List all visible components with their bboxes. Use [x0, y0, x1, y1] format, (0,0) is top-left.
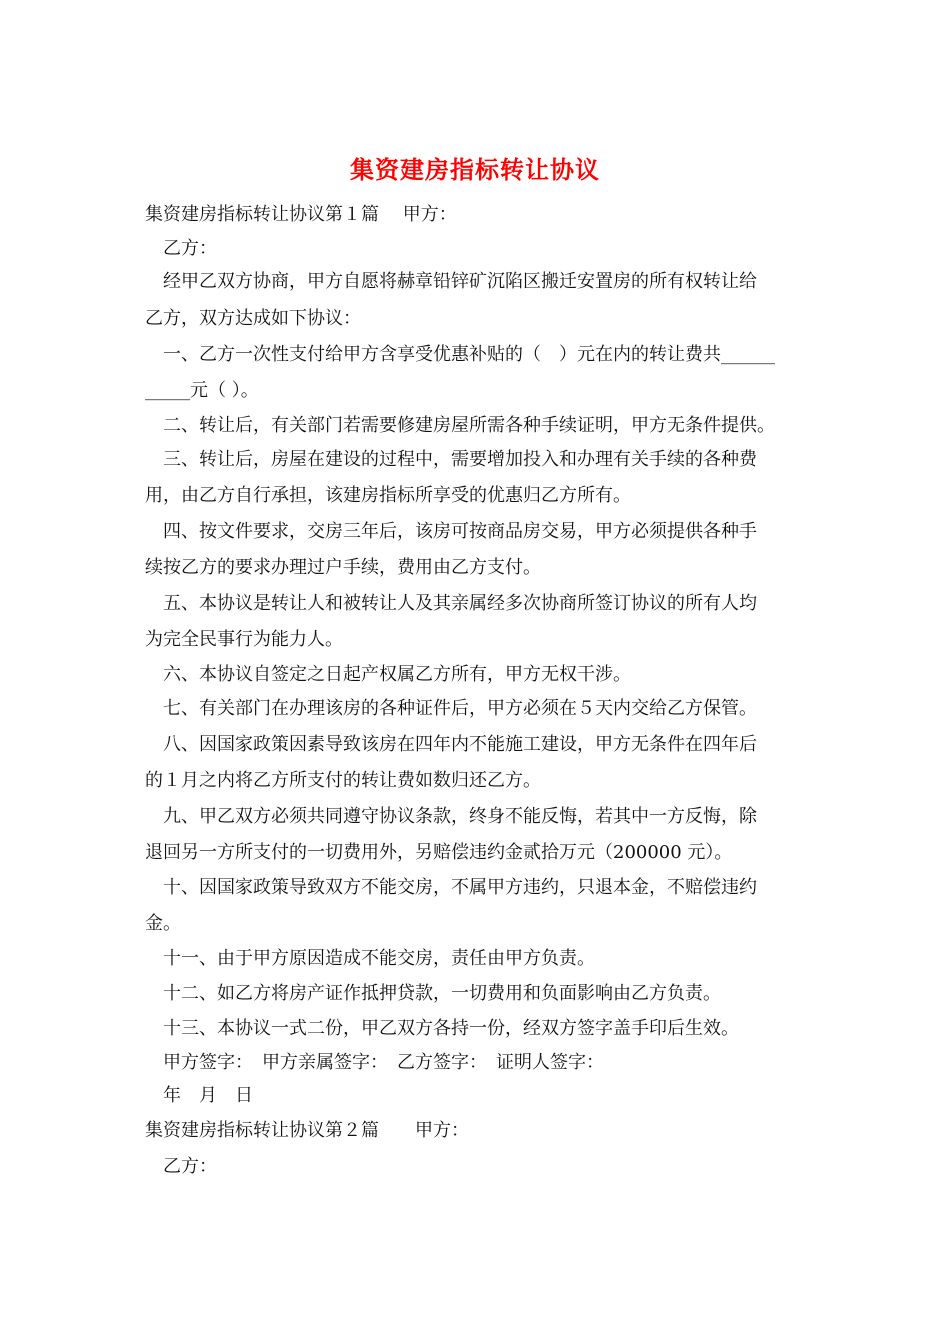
text-line: 五、本协议是转让人和被转让人及其亲属经多次协商所签订协议的所有人均 — [145, 593, 757, 614]
signature-line: 甲方签字： 甲方亲属签字： 乙方签字： 证明人签字： — [145, 1052, 604, 1073]
text-line: 续按乙方的要求办理过户手续，费用由乙方支付。 — [145, 557, 541, 578]
text-line: 金。 — [145, 913, 181, 934]
text-line: 七、有关部门在办理该房的各种证件后，甲方必须在５天内交给乙方保管。 — [145, 698, 757, 719]
text-line: 集资建房指标转让协议第２篇 甲方： — [145, 1120, 469, 1141]
text-line: 四、按文件要求，交房三年后，该房可按商品房交易，甲方必须提供各种手 — [145, 521, 757, 542]
text-line: 八、因国家政策因素导致该房在四年内不能施工建设，甲方无条件在四年后 — [145, 734, 757, 755]
text-line: 十三、本协议一式二份，甲乙双方各持一份，经双方签字盖手印后生效。 — [145, 1018, 739, 1039]
text-line: 用，由乙方自行承担，该建房指标所享受的优惠归乙方所有。 — [145, 485, 631, 506]
text-line: 经甲乙双方协商，甲方自愿将赫章铅锌矿沉陷区搬迁安置房的所有权转让给 — [145, 271, 757, 292]
text-line: 乙方： — [145, 238, 217, 259]
text-line: 乙方，双方达成如下协议： — [145, 308, 361, 329]
date-line: 年 月 日 — [145, 1085, 253, 1106]
document-title: 集资建房指标转让协议 — [350, 155, 600, 184]
text-line: 十一、由于甲方原因造成不能交房，责任由甲方负责。 — [145, 948, 595, 969]
text-line: 为完全民事行为能力人。 — [145, 629, 343, 650]
text-line: 集资建房指标转让协议第１篇 甲方： — [145, 204, 457, 225]
text-line: _____元（ ）。 — [145, 380, 259, 401]
text-line: 一、乙方一次性支付给甲方含享受优惠补贴的（ ）元在内的转让费共______ — [145, 344, 775, 365]
text-line: 九、甲乙双方必须共同遵守协议条款，终身不能反悔，若其中一方反悔，除 — [145, 806, 757, 827]
text-line: 六、本协议自签定之日起产权属乙方所有，甲方无权干涉。 — [145, 664, 631, 685]
text-line: 十、因国家政策导致双方不能交房，不属甲方违约，只退本金，不赔偿违约 — [145, 877, 757, 898]
text-line: 的１月之内将乙方所支付的转让费如数归还乙方。 — [145, 770, 541, 791]
text-line: 乙方： — [145, 1156, 217, 1177]
text-line: 二、转让后，有关部门若需要修建房屋所需各种手续证明，甲方无条件提供。 — [145, 415, 775, 436]
text-line: 三、转让后，房屋在建设的过程中，需要增加投入和办理有关手续的各种费 — [145, 449, 757, 470]
text-line: 退回另一方所支付的一切费用外，另赔偿违约金贰拾万元（200000 元）。 — [145, 842, 733, 863]
text-line: 十二、如乙方将房产证作抵押贷款，一切费用和负面影响由乙方负责。 — [145, 983, 721, 1004]
